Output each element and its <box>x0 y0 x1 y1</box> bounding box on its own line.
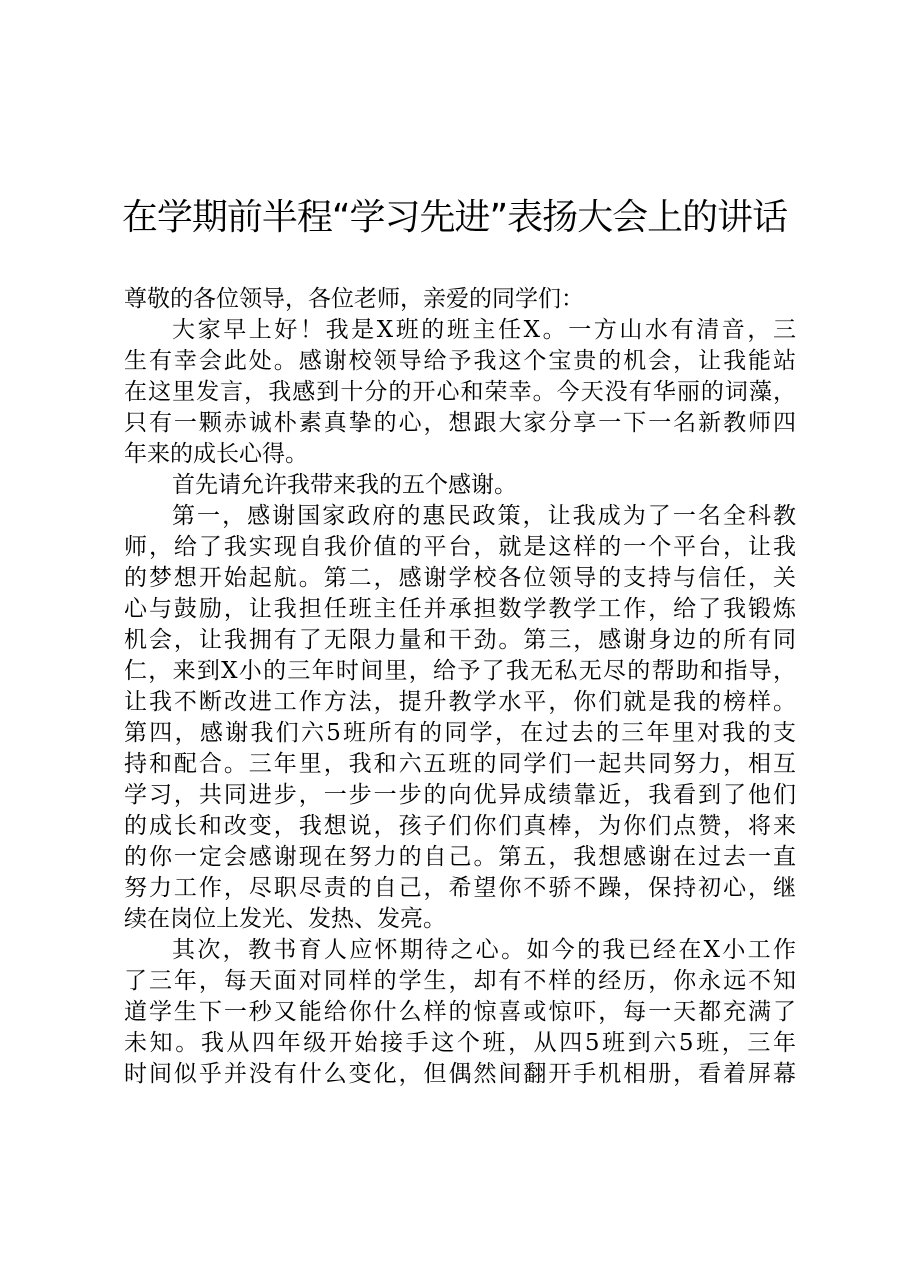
text-line: 大家早上好！我是X班的班主任X。一方山水有清音，三 <box>172 317 796 343</box>
text-line: 持和配合。三年里，我和六五班的同学们一起共同努力，相互 <box>124 751 796 777</box>
text-line: 让我不断改进工作方法，提升教学水平，你们就是我的榜样。 <box>124 689 796 715</box>
text-line: 机会，让我拥有了无限力量和干劲。第三，感谢身边的所有同 <box>124 627 796 653</box>
text-line: 时间似乎并没有什么变化，但偶然间翻开手机相册，看着屏幕 <box>124 1061 796 1087</box>
text-line: 了三年，每天面对同样的学生，却有不样的经历，你永远不知 <box>124 968 796 994</box>
text-line: 只有一颗赤诚朴素真挚的心，想跟大家分享一下一名新教师四 <box>124 410 796 436</box>
text-line: 的梦想开始起航。第二，感谢学校各位领导的支持与信任，关 <box>124 565 796 591</box>
text-line: 尊敬的各位领导，各位老师，亲爱的同学们： <box>124 286 584 312</box>
text-line: 未知。我从四年级开始接手这个班，从四5班到六5班，三年 <box>124 1030 796 1056</box>
text-line: 续在岗位上发光、发热、发亮。 <box>124 906 446 932</box>
text-line: 第四，感谢我们六5班所有的同学，在过去的三年里对我的支 <box>124 720 796 746</box>
document-body <box>124 284 796 1090</box>
text-line: 努力工作，尽职尽责的自己，希望你不骄不躁，保持初心，继 <box>124 875 796 901</box>
text-line: 的成长和改变，我想说，孩子们你们真棒，为你们点赞，将来 <box>124 813 796 839</box>
text-line: 第一，感谢国家政府的惠民政策，让我成为了一名全科教 <box>172 503 796 529</box>
text-line: 师，给了我实现自我价值的平台，就是这样的一个平台，让我 <box>124 534 796 560</box>
text-line: 其次，教书育人应怀期待之心。如今的我已经在X小工作 <box>172 937 796 963</box>
text-line: 首先请允许我带来我的五个感谢。 <box>172 472 517 498</box>
text-line: 生有幸会此处。感谢校领导给予我这个宝贵的机会，让我能站 <box>124 348 796 374</box>
text-line: 仁，来到X小的三年时间里，给予了我无私无尽的帮助和指导， <box>124 658 796 684</box>
text-line: 道学生下一秒又能给你什么样的惊喜或惊吓，每一天都充满了 <box>124 999 796 1025</box>
text-line: 学习，共同进步，一步一步的向优异成绩靠近，我看到了他们 <box>124 782 796 808</box>
text-line: 年来的成长心得。 <box>124 441 308 467</box>
document-title: 在学期前半程“学习先进”表扬大会上的讲话 <box>121 197 788 238</box>
text-line: 的你一定会感谢现在努力的自己。第五，我想感谢在过去一直 <box>124 844 796 870</box>
text-line: 心与鼓励，让我担任班主任并承担数学教学工作，给了我锻炼 <box>124 596 796 622</box>
text-line: 在这里发言，我感到十分的开心和荣幸。今天没有华丽的词藻， <box>124 379 796 405</box>
